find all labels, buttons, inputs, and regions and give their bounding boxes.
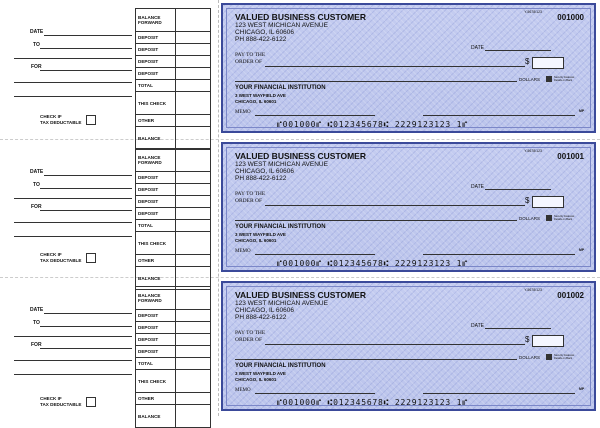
tax-line-1: CHECK IF — [40, 114, 62, 119]
ledger-value[interactable] — [176, 44, 211, 56]
dollar-sign: $ — [525, 57, 530, 66]
date-label: DATE — [471, 323, 484, 329]
stub-for-line-2[interactable] — [14, 360, 132, 361]
date-label: DATE — [471, 184, 484, 190]
pay-to-line-2: ORDER OF — [235, 198, 263, 204]
check-number: 001002 — [557, 291, 584, 300]
stub-for-line[interactable] — [40, 348, 132, 349]
ledger-value[interactable] — [176, 405, 211, 428]
customer-address-1: 123 WEST MICHICAN AVENUE — [235, 300, 328, 307]
date-line[interactable] — [485, 328, 551, 329]
ledger-label: DEPOSIT — [136, 56, 176, 68]
stub-to-line-2[interactable] — [14, 336, 132, 337]
payee-line[interactable] — [265, 66, 525, 67]
stub-for-label: FOR — [31, 204, 42, 210]
stub-ledger — [135, 8, 211, 150]
mp-mark: MP — [579, 248, 585, 252]
tax-line-2: TAX DEDUCTABLE — [40, 257, 82, 263]
ledger-value[interactable] — [176, 172, 211, 184]
check-number: 001001 — [557, 152, 584, 161]
check-stub — [0, 278, 216, 419]
date-label: DATE — [471, 45, 484, 51]
security-note-1: Security Features — [554, 76, 575, 79]
memo-line[interactable] — [255, 115, 375, 116]
pay-to-line-1: PAY TO THE — [235, 52, 266, 58]
check — [221, 281, 596, 411]
pay-to-line-1: PAY TO THE — [235, 191, 266, 197]
stub-for-label: FOR — [31, 64, 42, 70]
customer-address-2: CHICAGO, IL 60606 — [235, 29, 295, 36]
lock-icon — [546, 215, 552, 221]
routing-fraction: Y-5678/123 — [524, 10, 542, 14]
ledger-label: TOTAL — [136, 220, 176, 232]
stub-to-line-2[interactable] — [14, 198, 132, 199]
stub-date-line[interactable] — [44, 175, 132, 176]
security-note-1: Security Features — [554, 354, 575, 357]
memo-label: MEMO — [235, 110, 251, 115]
ledger-label: BALANCE FORWARD — [136, 287, 176, 310]
stub-date-label: DATE — [30, 169, 44, 175]
pay-to-line-1: PAY TO THE — [235, 330, 266, 336]
ledger-label: TOTAL — [136, 358, 176, 370]
security-note — [554, 76, 580, 82]
ledger-label: OTHER — [136, 393, 176, 405]
ledger-label: DEPOSIT — [136, 322, 176, 334]
customer-phone: PH 888-422-6122 — [235, 175, 287, 182]
tax-deductable-label — [40, 114, 81, 125]
ledger-value[interactable] — [176, 255, 211, 267]
signature-line[interactable] — [423, 254, 575, 255]
memo-label: MEMO — [235, 249, 251, 254]
ledger-label: BALANCE — [136, 405, 176, 428]
stub-date-label: DATE — [30, 29, 44, 35]
amount-box[interactable] — [532, 57, 564, 69]
signature-line[interactable] — [423, 393, 575, 394]
ledger-value[interactable] — [176, 370, 211, 393]
customer-phone: PH 888-422-6122 — [235, 314, 287, 321]
customer-address-1: 123 WEST MICHICAN AVENUE — [235, 161, 328, 168]
customer-phone: PH 888-422-6122 — [235, 36, 287, 43]
customer-address-2: CHICAGO, IL 60606 — [235, 168, 295, 175]
stub-to-line-2[interactable] — [14, 58, 132, 59]
micr-line: ⑈001000⑈ ⑆012345678⑆ 2229123123 1⑈ — [277, 398, 468, 407]
stub-date-line[interactable] — [44, 313, 132, 314]
date-line[interactable] — [485, 189, 551, 190]
security-note — [554, 354, 580, 360]
micr-line: ⑈001000⑈ ⑆012345678⑆ 2229123123 1⑈ — [277, 259, 468, 268]
bank-name: YOUR FINANCIAL INSTITUTION — [235, 363, 326, 369]
pay-to-label — [235, 52, 265, 66]
ledger-label: BALANCE — [136, 127, 176, 150]
bank-address-2: CHICAGO, IL 60601 — [235, 377, 277, 382]
stub-for-line-3[interactable] — [14, 236, 132, 237]
micr-line: ⑈001000⑈ ⑆012345678⑆ 2229123123 1⑈ — [277, 120, 468, 129]
ledger-label: TOTAL — [136, 80, 176, 92]
customer-address-1: 123 WEST MICHICAN AVENUE — [235, 22, 328, 29]
ledger-value[interactable] — [176, 80, 211, 92]
ledger-value[interactable] — [176, 358, 211, 370]
ledger-label: DEPOSIT — [136, 184, 176, 196]
bank-address-1: 3 WEST WAYFIELD AVE — [235, 93, 286, 98]
security-note-1: Security Features — [554, 215, 575, 218]
dollars-label: DOLLARS — [519, 216, 541, 221]
ledger-label: BALANCE FORWARD — [136, 9, 176, 32]
ledger-value[interactable] — [176, 115, 211, 127]
ledger-label: DEPOSIT — [136, 196, 176, 208]
ledger-value[interactable] — [176, 92, 211, 115]
stub-for-line-2[interactable] — [14, 82, 132, 83]
amount-box[interactable] — [532, 196, 564, 208]
ledger-value[interactable] — [176, 334, 211, 346]
memo-line[interactable] — [255, 393, 375, 394]
amount-words-line[interactable] — [235, 81, 517, 82]
ledger-label: BALANCE — [136, 267, 176, 290]
bank-address-1: 3 WEST WAYFIELD AVE — [235, 232, 286, 237]
memo-label: MEMO — [235, 388, 251, 393]
ledger-label: BALANCE FORWARD — [136, 149, 176, 172]
stub-ledger — [135, 286, 211, 428]
ledger-label: OTHER — [136, 255, 176, 267]
bank-name: YOUR FINANCIAL INSTITUTION — [235, 224, 326, 230]
amount-words-line[interactable] — [235, 220, 517, 221]
dollar-sign: $ — [525, 196, 530, 205]
check — [221, 142, 596, 272]
security-note-2: Details on Back — [554, 218, 573, 221]
stub-to-line[interactable] — [40, 326, 132, 327]
ledger-value[interactable] — [176, 346, 211, 358]
ledger-label: DEPOSIT — [136, 208, 176, 220]
tax-deductable-checkbox[interactable] — [86, 115, 96, 125]
pay-to-label — [235, 191, 265, 205]
ledger-label: THIS CHECK — [136, 92, 176, 115]
ledger-label: DEPOSIT — [136, 310, 176, 322]
mp-mark: MP — [579, 387, 585, 391]
payee-line[interactable] — [265, 205, 525, 206]
tax-line-2: TAX DEDUCTABLE — [40, 401, 82, 407]
tax-deductable-label — [40, 396, 81, 407]
security-note-2: Details on Back — [554, 79, 573, 82]
date-line[interactable] — [485, 50, 551, 51]
bank-address-2: CHICAGO, IL 60601 — [235, 99, 277, 104]
stub-for-line-3[interactable] — [14, 96, 132, 97]
check-stub — [0, 140, 216, 281]
memo-line[interactable] — [255, 254, 375, 255]
routing-fraction: Y-5678/123 — [524, 149, 542, 153]
stub-date-line[interactable] — [44, 35, 132, 36]
amount-words-line[interactable] — [235, 359, 517, 360]
bank-address-1: 3 WEST WAYFIELD AVE — [235, 371, 286, 376]
mp-mark: MP — [579, 109, 585, 113]
lock-icon — [546, 354, 552, 360]
dollars-label: DOLLARS — [519, 355, 541, 360]
customer-name: VALUED BUSINESS CUSTOMER — [235, 12, 366, 22]
stub-for-line-2[interactable] — [14, 222, 132, 223]
security-note — [554, 215, 580, 221]
ledger-label: DEPOSIT — [136, 346, 176, 358]
stub-to-line[interactable] — [40, 48, 132, 49]
amount-box[interactable] — [532, 335, 564, 347]
customer-name: VALUED BUSINESS CUSTOMER — [235, 151, 366, 161]
tax-deductable-label — [40, 252, 81, 263]
ledger-value[interactable] — [176, 287, 211, 310]
stub-for-line-3[interactable] — [14, 374, 132, 375]
check-stub — [0, 0, 216, 141]
stub-for-label: FOR — [31, 342, 42, 348]
routing-fraction: Y-5678/123 — [524, 288, 542, 292]
ledger-value[interactable] — [176, 208, 211, 220]
pay-to-line-2: ORDER OF — [235, 337, 263, 343]
ledger-value[interactable] — [176, 310, 211, 322]
ledger-label: DEPOSIT — [136, 44, 176, 56]
ledger-value[interactable] — [176, 184, 211, 196]
ledger-label: DEPOSIT — [136, 32, 176, 44]
ledger-value[interactable] — [176, 68, 211, 80]
pay-to-line-2: ORDER OF — [235, 59, 263, 65]
stub-for-line[interactable] — [40, 210, 132, 211]
ledger-label: THIS CHECK — [136, 370, 176, 393]
ledger-value[interactable] — [176, 232, 211, 255]
security-note-2: Details on Back — [554, 357, 573, 360]
ledger-value[interactable] — [176, 393, 211, 405]
ledger-value[interactable] — [176, 9, 211, 32]
ledger-label: DEPOSIT — [136, 68, 176, 80]
tax-line-1: CHECK IF — [40, 252, 62, 257]
ledger-label: DEPOSIT — [136, 334, 176, 346]
ledger-value[interactable] — [176, 32, 211, 44]
ledger-label: THIS CHECK — [136, 232, 176, 255]
stub-date-label: DATE — [30, 307, 44, 313]
tax-deductable-checkbox[interactable] — [86, 253, 96, 263]
check — [221, 3, 596, 133]
payee-line[interactable] — [265, 344, 525, 345]
pay-to-label — [235, 330, 265, 344]
bank-address-2: CHICAGO, IL 60601 — [235, 238, 277, 243]
tax-line-1: CHECK IF — [40, 396, 62, 401]
stub-to-label: TO — [33, 42, 40, 48]
lock-icon — [546, 76, 552, 82]
signature-line[interactable] — [423, 115, 575, 116]
dollar-sign: $ — [525, 335, 530, 344]
customer-name: VALUED BUSINESS CUSTOMER — [235, 290, 366, 300]
ledger-value[interactable] — [176, 220, 211, 232]
bank-name: YOUR FINANCIAL INSTITUTION — [235, 85, 326, 91]
stub-to-label: TO — [33, 182, 40, 188]
stub-ledger — [135, 148, 211, 290]
ledger-label: OTHER — [136, 115, 176, 127]
ledger-value[interactable] — [176, 196, 211, 208]
tax-deductable-checkbox[interactable] — [86, 397, 96, 407]
tax-line-2: TAX DEDUCTABLE — [40, 119, 82, 125]
ledger-value[interactable] — [176, 56, 211, 68]
check-number: 001000 — [557, 13, 584, 22]
dollars-label: DOLLARS — [519, 77, 541, 82]
stub-to-line[interactable] — [40, 188, 132, 189]
ledger-value[interactable] — [176, 322, 211, 334]
stub-for-line[interactable] — [40, 70, 132, 71]
vertical-perforation — [218, 0, 219, 416]
stub-to-label: TO — [33, 320, 40, 326]
ledger-value[interactable] — [176, 149, 211, 172]
customer-address-2: CHICAGO, IL 60606 — [235, 307, 295, 314]
ledger-label: DEPOSIT — [136, 172, 176, 184]
